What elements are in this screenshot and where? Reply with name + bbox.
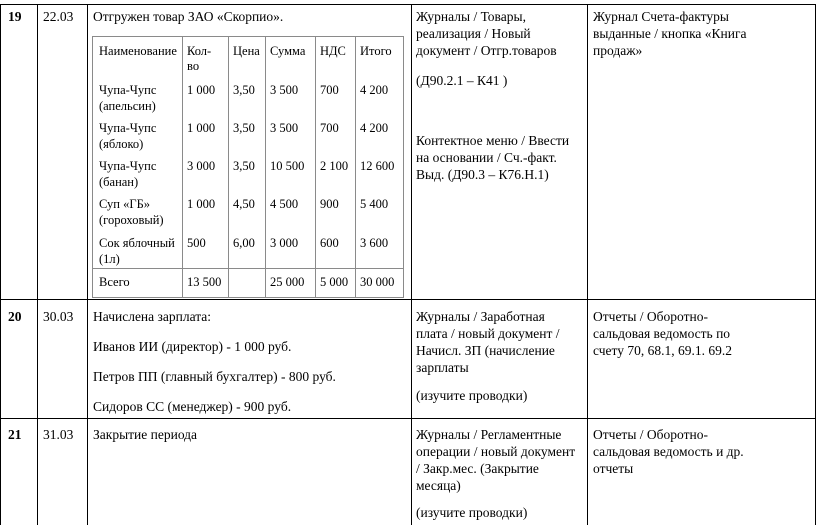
path-line: Журналы / Заработная	[416, 309, 545, 324]
item-sum: 3 500	[270, 83, 299, 97]
row-content: Закрытие периода	[93, 427, 198, 442]
header-qty: во	[187, 59, 200, 73]
header-qty: Кол-	[187, 44, 212, 58]
item-price: 3,50	[233, 121, 255, 135]
item-vat: 900	[320, 197, 339, 211]
header-sum: Сумма	[270, 44, 306, 58]
row-date: 31.03	[43, 427, 74, 442]
content-line: Иванов ИИ (директор) - 1 000 руб.	[93, 339, 292, 354]
item-qty: 1 000	[187, 197, 216, 211]
report-line: продаж»	[593, 43, 643, 58]
item-vat: 700	[320, 121, 339, 135]
goods-table	[92, 36, 404, 298]
row-number: 21	[8, 427, 22, 442]
item-name: Чупа-Чупс	[99, 159, 157, 173]
report-line: счету 70, 68.1, 69.1. 69.2	[593, 343, 732, 358]
report-line: Журнал Счета-фактуры	[593, 9, 729, 24]
item-vat: 600	[320, 236, 339, 250]
row-number: 19	[8, 9, 22, 24]
item-total: 4 200	[360, 121, 389, 135]
path-line: Выд. (Д90.3 – К76.Н.1)	[416, 167, 549, 182]
total-label: Всего	[99, 275, 130, 289]
item-name: Сок яблочный	[99, 236, 175, 250]
grid-line	[411, 4, 412, 525]
header-vat: НДС	[320, 44, 346, 58]
row-content: Отгружен товар ЗАО «Скорпио».	[93, 9, 284, 24]
item-name: (апельсин)	[99, 99, 156, 113]
item-price: 6,00	[233, 236, 255, 250]
item-total: 4 200	[360, 83, 389, 97]
path-line: (изучите проводки)	[416, 505, 528, 520]
total-sum: 25 000	[270, 275, 305, 289]
content-line: Петров ПП (главный бухгалтер) - 800 руб.	[93, 369, 336, 384]
item-total: 3 600	[360, 236, 389, 250]
item-sum: 3 500	[270, 121, 299, 135]
grid-line	[265, 37, 266, 297]
item-sum: 3 000	[270, 236, 299, 250]
grid-line	[0, 418, 816, 419]
report-line: выданные / кнопка «Книга	[593, 26, 747, 41]
content-line: Сидоров СС (менеджер) - 900 руб.	[93, 399, 292, 414]
item-qty: 500	[187, 236, 206, 250]
grid-line	[315, 37, 316, 297]
item-name: (яблоко)	[99, 137, 144, 151]
item-qty: 3 000	[187, 159, 216, 173]
item-name: Суп «ГБ»	[99, 197, 150, 211]
grid-line	[228, 37, 229, 297]
item-name: (гороховый)	[99, 213, 164, 227]
path-line: / Закр.мес. (Закрытие	[416, 461, 539, 476]
item-vat: 2 100	[320, 159, 349, 173]
item-name: Чупа-Чупс	[99, 83, 157, 97]
path-line: Журналы / Регламентные	[416, 427, 562, 442]
grid-line	[587, 4, 588, 525]
path-line: реализация / Новый	[416, 26, 531, 41]
report-line: отчеты	[593, 461, 634, 476]
path-line: операции / новый документ	[416, 444, 576, 459]
report-line: сальдовая ведомость по	[593, 326, 731, 341]
row-number: 20	[8, 309, 22, 324]
item-qty: 1 000	[187, 83, 216, 97]
path-line: документ / Отгр.товаров	[416, 43, 557, 58]
grid-line	[0, 4, 816, 5]
path-line: Начисл. ЗП (начисление	[416, 343, 555, 358]
item-sum: 4 500	[270, 197, 299, 211]
item-sum: 10 500	[270, 159, 305, 173]
path-line: плата / новый документ /	[416, 326, 560, 341]
item-name: Чупа-Чупс	[99, 121, 157, 135]
item-name: (банан)	[99, 175, 139, 189]
item-price: 4,50	[233, 197, 255, 211]
item-name: (1л)	[99, 252, 120, 266]
grid-line	[0, 4, 1, 525]
total-total: 30 000	[360, 275, 395, 289]
item-price: 3,50	[233, 159, 255, 173]
item-price: 3,50	[233, 83, 255, 97]
report-line: Отчеты / Оборотно-	[593, 427, 708, 442]
total-vat: 5 000	[320, 275, 349, 289]
path-line: зарплаты	[416, 360, 469, 375]
report-line: Отчеты / Оборотно-	[593, 309, 708, 324]
item-total: 12 600	[360, 159, 395, 173]
report-line: сальдовая ведомость и др.	[593, 444, 744, 459]
header-name: Наименование	[99, 44, 177, 58]
path-line: месяца)	[416, 478, 461, 493]
grid-line	[93, 268, 403, 269]
total-qty: 13 500	[187, 275, 222, 289]
row-date: 30.03	[43, 309, 74, 324]
grid-line	[182, 37, 183, 297]
grid-line	[355, 37, 356, 297]
grid-line	[37, 4, 38, 525]
item-total: 5 400	[360, 197, 389, 211]
path-line: (Д90.2.1 – К41 )	[416, 73, 508, 88]
path-line: Контектное меню / Ввести	[416, 133, 570, 148]
grid-line	[87, 4, 88, 525]
path-line: (изучите проводки)	[416, 388, 528, 403]
path-line: на основании / Сч.-факт.	[416, 150, 557, 165]
item-vat: 700	[320, 83, 339, 97]
header-price: Цена	[233, 44, 260, 58]
item-qty: 1 000	[187, 121, 216, 135]
grid-line	[0, 299, 816, 300]
row-date: 22.03	[43, 9, 74, 24]
path-line: Журналы / Товары,	[416, 9, 526, 24]
content-line: Начислена зарплата:	[93, 309, 212, 324]
header-total: Итого	[360, 44, 392, 58]
